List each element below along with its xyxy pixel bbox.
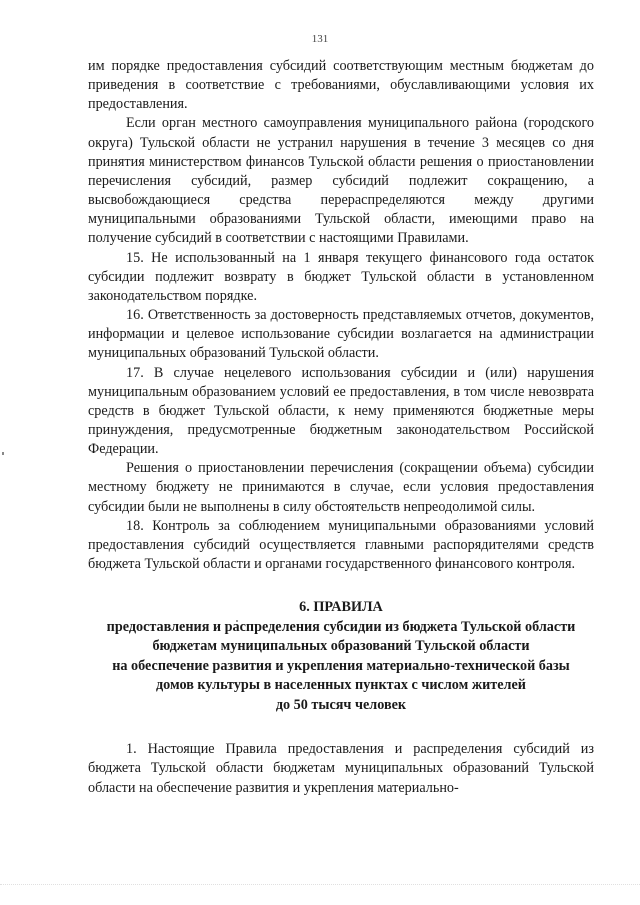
scan-edge-artifact	[0, 884, 640, 889]
paragraph-15: 15. Не использованный на 1 января текущего финансового года остаток субсидии подлежит возврату в бюджет Тульской области в установленном законодательством порядке.	[88, 249, 594, 304]
heading-line: домов культуры в населенных пунктах с числом жителей	[156, 677, 526, 694]
heading-line: до 50 тысяч человек	[275, 696, 407, 713]
paragraph-continuation: им порядке предоставления субсидий соответствующим местным бюджетам до приведения в соответствие с требованиями, обуславливающими условия их предоставления.	[88, 58, 594, 113]
document-body	[88, 57, 594, 798]
paragraph-force-majeure: Решения о приостановлении перечисления (сокращении объема) субсидии местному бюджету не принимаются в случае, если условия предоставления субсидии были не выполнены в силу обстоятельств непреодолимой силы.	[88, 460, 594, 515]
heading-line: предоставления и распределения субсидии из бюджета Тульской области	[106, 618, 576, 635]
heading-line: бюджетам муниципальных образований Тульской области	[152, 638, 530, 655]
scan-artifact	[2, 452, 4, 455]
section-number: 6. ПРАВИЛА	[299, 599, 383, 616]
section-heading	[88, 598, 594, 715]
paragraph-violation-reallocation: Если орган местного самоуправления муниципального района (городского округа) Тульской области не устранил нарушения в течение 3 месяцев со дня принятия министерством финансов Тульской области решения о приостановлении перечисления субсидий, размер субсидий подлежит сокращению, а высвобождающиеся средства перераспределяются между другими муниципальными образованиями Тульской области, имеющими право на получение субсидий в соответствии с настоящими Правилами.	[88, 115, 594, 247]
paragraph-17: 17. В случае нецелевого использования субсидии и (или) нарушения муниципальным образованием условий ее предоставления, в том числе невозврата средств в бюджет Тульской области, к нему применяются бюджетные меры принуждения, предусмотренные бюджетным законодательством Российской Федерации.	[88, 364, 594, 458]
heading-line: на обеспечение развития и укрепления материально-технической базы	[112, 657, 570, 674]
paragraph-rules-1: 1. Настоящие Правила предоставления и распределения субсидий из бюджета Тульской области бюджетам муниципальных образований Тульской области на обеспечение развития и укрепления материально-	[88, 741, 594, 796]
page-number: 131	[311, 33, 329, 45]
paragraph-16: 16. Ответственность за достоверность представляемых отчетов, документов, информации и целевое использование субсидии возлагается на администрации муниципальных образований Тульской области.	[88, 307, 594, 362]
paragraph-18: 18. Контроль за соблюдением муниципальными образованиями условий предоставления субсидий осуществляется главными распорядителями средств бюджета Тульской области и органами государственного финансового контроля.	[88, 517, 594, 573]
